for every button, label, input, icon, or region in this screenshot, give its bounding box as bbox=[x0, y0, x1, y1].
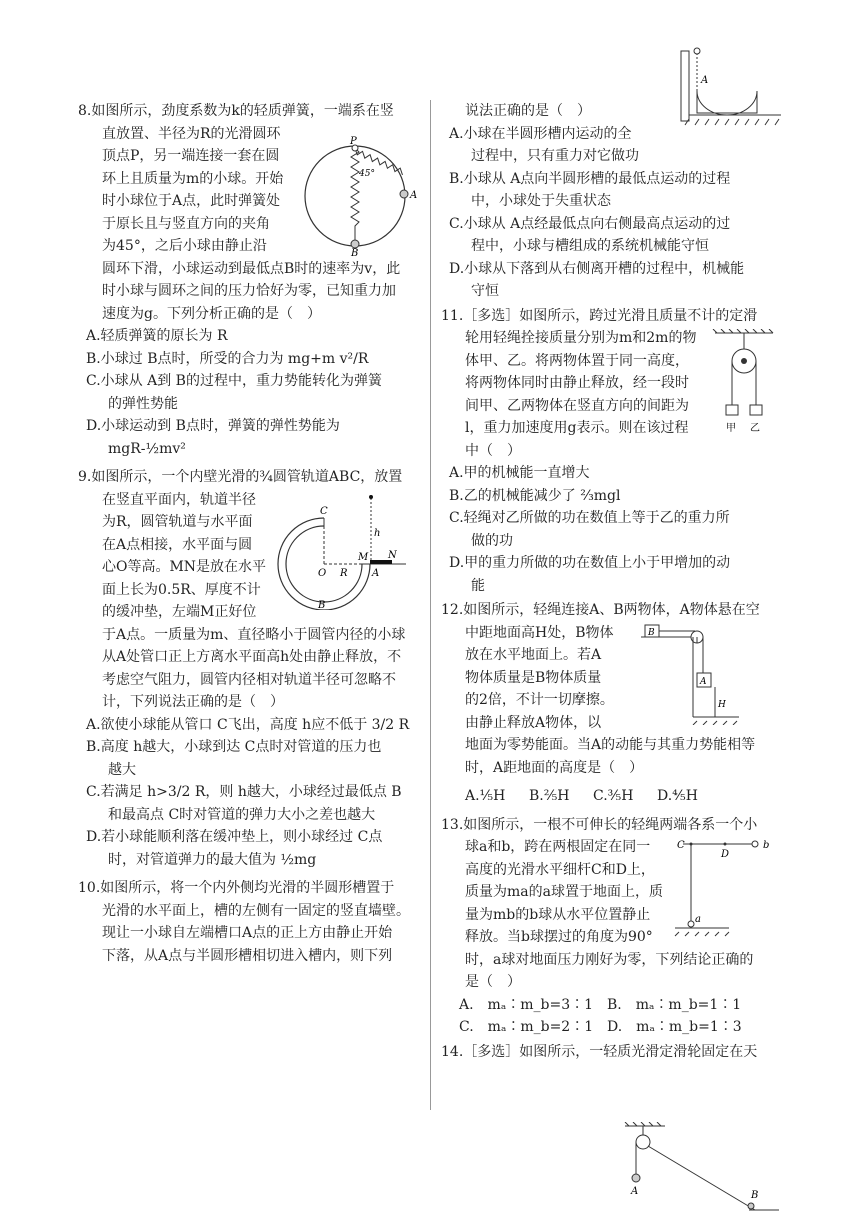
q14-label-b: B bbox=[751, 1190, 759, 1201]
q9-label-o: O bbox=[318, 568, 327, 579]
q13-line: 高度的光滑水平细杆C和D上， bbox=[465, 861, 655, 878]
q10-line: 下落，从A点与半圆形槽相切进入槽内，则下列 bbox=[102, 947, 393, 964]
q10-line: 说法正确的是（ ） bbox=[465, 103, 591, 119]
q10-option-c-cont: 程中，小球与槽组成的系统机械能守恒 bbox=[471, 238, 709, 254]
q9-tube-track-figure bbox=[276, 492, 416, 610]
q9-line: 9.如图所示，一个内壁光滑的¾圆管轨道ABC，放置 bbox=[78, 469, 403, 485]
q12-line: 放在水平地面上。若A bbox=[465, 647, 602, 663]
q10-label-a: A bbox=[701, 75, 709, 86]
question-14 bbox=[441, 1041, 786, 1064]
q10-option-a: A.小球在半圆形槽内运动的全 bbox=[449, 125, 632, 142]
q8-line: 直放置、半径为R的光滑圆环 bbox=[102, 125, 281, 142]
q13-option-d: D. mₐ∶m_b=1∶3 bbox=[607, 1019, 742, 1035]
q11-option-a: A.甲的机械能一直增大 bbox=[449, 465, 590, 481]
q8-option-d: D.小球运动到 B点时，弹簧的弹性势能为 bbox=[86, 418, 340, 434]
q13-line: 时，a球对地面压力刚好为零，下列结论正确的 bbox=[465, 951, 754, 968]
q9-label-m: M bbox=[358, 552, 369, 563]
q12-label-a: A bbox=[700, 677, 707, 687]
q8-line: 时小球位于A点，此时弹簧处 bbox=[102, 193, 281, 209]
q12-line: 的2倍，不计一切摩擦。 bbox=[465, 692, 614, 708]
q11-line: 中（ ） bbox=[465, 442, 521, 459]
q8-line: 于原长且与竖直方向的夹角 bbox=[102, 215, 270, 232]
q13-options-row1 bbox=[441, 994, 786, 1017]
q11-line: 将两物体同时由静止释放，经一段时 bbox=[465, 375, 689, 391]
q9-option-c-cont: 和最高点 C时对管道的弹力大小之差也越大 bbox=[108, 806, 376, 823]
q10-line: 现让一小球自左端槽口A点的正上方由静止开始 bbox=[102, 925, 393, 941]
q10-line: 光滑的水平面上，槽的左侧有一固定的竖直墙壁。 bbox=[102, 902, 410, 919]
q9-line: 于A点。一质量为m、直径略小于圆管内径的小球 bbox=[102, 626, 406, 643]
q11-option-c-cont: 做的功 bbox=[471, 532, 513, 549]
q11-option-d: D.甲的重力所做的功在数值上小于甲增加的动 bbox=[449, 555, 731, 571]
q9-option-d: D.若小球能顺利落在缓冲垫上，则小球经过 C点 bbox=[86, 829, 383, 845]
q9-option-b: B.高度 h越大，小球到达 C点时对管道的压力也 bbox=[86, 739, 382, 755]
q11-label-jia: 甲 bbox=[726, 422, 736, 434]
q12-option-a: A.⅕H bbox=[465, 788, 506, 804]
question-8 bbox=[78, 100, 423, 460]
q12-option-c: C.⅗H bbox=[593, 788, 634, 804]
q8-label-p: P bbox=[350, 136, 357, 147]
q9-option-c: C.若满足 h>3/2 R，则 h越大，小球经过最低点 B bbox=[86, 784, 402, 800]
q9-line: 心O等高。MN是放在水平 bbox=[102, 559, 267, 575]
q13-line: 是（ ） bbox=[465, 974, 521, 990]
q8-ring-spring-figure bbox=[303, 136, 423, 256]
q8-option-a: A.轻质弹簧的原长为 R bbox=[86, 328, 228, 344]
q12-label-b: B bbox=[648, 628, 655, 638]
q11-line: 间甲、乙两物体在竖直方向的间距为 bbox=[465, 397, 689, 414]
q9-option-b-cont: 越大 bbox=[108, 761, 136, 778]
q13-options-row2 bbox=[441, 1016, 786, 1039]
q9-label-a: A bbox=[372, 568, 380, 579]
q9-line: 计，下列说法正确的是（ ） bbox=[102, 694, 284, 710]
q9-line: 从A处管口正上方离水平面高h处由静止释放，不 bbox=[102, 649, 402, 665]
q9-option-d-cont: 时，对管道弹力的最大值为 ½mg bbox=[108, 851, 317, 868]
q11-line: 轮用轻绳拴接质量分别为m和2m的物 bbox=[465, 330, 697, 346]
q13-option-c: C. mₐ∶m_b=2∶1 bbox=[459, 1019, 594, 1035]
q9-label-b: B bbox=[318, 600, 326, 610]
q10-option-d: D.小球从下落到从右侧离开槽的过程中，机械能 bbox=[449, 260, 745, 277]
q11-line: 11.［多选］如图所示，跨过光滑且质量不计的定滑 bbox=[441, 307, 758, 324]
q13-option-a: A. mₐ∶m_b=3∶1 bbox=[459, 996, 594, 1013]
q11-option-d-cont: 能 bbox=[471, 577, 485, 594]
q9-line: 面上长为0.5R、厚度不计 bbox=[102, 581, 261, 598]
q13-line: 球a和b，跨在两根固定在同一 bbox=[465, 839, 651, 855]
q10-line: 10.如图所示，将一个内外侧均光滑的半圆形槽置于 bbox=[78, 880, 395, 896]
q10-option-a-cont: 过程中，只有重力对它做功 bbox=[471, 148, 639, 164]
q8-line: 为45°，之后小球由静止沿 bbox=[102, 238, 267, 254]
q13-line: 释放。当b球摆过的角度为90° bbox=[465, 929, 653, 945]
q11-label-yi: 乙 bbox=[750, 422, 760, 434]
q11-option-b: B.乙的机械能减少了 ⅔mgl bbox=[449, 487, 621, 504]
q12-option-b: B.⅖H bbox=[529, 788, 570, 804]
q12-label-h: H bbox=[718, 700, 726, 710]
q8-label-a: A bbox=[410, 190, 418, 201]
left-column bbox=[78, 100, 423, 969]
q12-line: 12.如图所示，轻绳连接A、B两物体，A物体悬在空 bbox=[441, 602, 760, 618]
column-divider bbox=[430, 100, 431, 1110]
q12-line: 地面为零势能面。当A的动能与其重力势能相等 bbox=[465, 737, 756, 753]
q9-line: 为R，圆管轨道与水平面 bbox=[102, 514, 253, 530]
q11-pulley-figure bbox=[709, 329, 779, 441]
q10-option-b-cont: 中，小球处于失重状态 bbox=[471, 193, 611, 209]
q9-label-r: R bbox=[340, 568, 348, 579]
question-10 bbox=[78, 877, 423, 967]
q8-line: 8.如图所示，劲度系数为k的轻质弹簧，一端系在竖 bbox=[78, 103, 394, 119]
q8-label-b: B bbox=[351, 248, 359, 256]
q12-line: 由静止释放A物体，以 bbox=[465, 714, 602, 731]
q12-line: 物体质量是B物体质量 bbox=[465, 669, 602, 686]
q9-line: 在竖直平面内，轨道半径 bbox=[102, 491, 256, 508]
q12-option-d: D.⅘H bbox=[657, 788, 698, 804]
question-12 bbox=[441, 599, 786, 808]
q12-options bbox=[441, 785, 786, 808]
q8-label-angle: 45° bbox=[359, 169, 375, 179]
q14-incline-figure bbox=[621, 1122, 781, 1214]
q8-option-b: B.小球过 B点时，所受的合力为 mg+m v²/R bbox=[86, 350, 369, 367]
q13-line: 13.如图所示，一根不可伸长的轻绳两端各系一个小 bbox=[441, 816, 758, 833]
q13-line: 量为mb的b球从水平位置静止 bbox=[465, 906, 651, 923]
q13-option-b: B. mₐ∶m_b=1∶1 bbox=[607, 996, 742, 1013]
q8-option-c: C.小球从 A到 B的过程中，重力势能转化为弹簧 bbox=[86, 373, 382, 389]
q8-option-c-cont: 的弹性势能 bbox=[108, 395, 178, 412]
q8-line: 环上且质量为m的小球。开始 bbox=[102, 170, 284, 187]
q11-option-c: C.轻绳对乙所做的功在数值上等于乙的重力所 bbox=[449, 510, 730, 526]
q10-option-b: B.小球从 A点向半圆形槽的最低点运动的过程 bbox=[449, 170, 731, 187]
question-9 bbox=[78, 466, 423, 871]
q12-line: 中距地面高H处，B物体 bbox=[465, 624, 614, 641]
q10-option-c: C.小球从 A点经最低点向右侧最高点运动的过 bbox=[449, 215, 731, 232]
q9-label-n: N bbox=[388, 550, 397, 561]
q8-line: 速度为g。下列分析正确的是（ ） bbox=[102, 305, 321, 322]
q13-label-a: a bbox=[695, 913, 701, 925]
q14-line: 14.［多选］如图所示，一轻质光滑定滑轮固定在天 bbox=[441, 1043, 758, 1060]
question-10-cont bbox=[441, 100, 786, 303]
q11-line: l，重力加速度用g表示。则在该过程 bbox=[465, 420, 689, 436]
q9-label-c: C bbox=[320, 506, 328, 517]
q13-label-d: D bbox=[721, 848, 730, 860]
q11-line: 体甲、乙。将两物体置于同一高度， bbox=[465, 352, 689, 369]
q9-line: 在A点相接，水平面与圆 bbox=[102, 536, 253, 553]
q13-label-b: b bbox=[763, 839, 770, 851]
q9-line: 的缓冲垫，左端M正好位 bbox=[102, 604, 257, 620]
q8-option-d-cont: mgR-½mv² bbox=[108, 440, 186, 457]
q8-line: 圆环下滑，小球运动到最低点B时的速率为v，此 bbox=[102, 260, 401, 277]
question-13 bbox=[441, 814, 786, 1039]
q13-line: 质量为ma的a球置于地面上，质 bbox=[465, 884, 663, 900]
q8-line: 顶点P，另一端连接一套在圆 bbox=[102, 148, 280, 164]
question-11 bbox=[441, 305, 786, 598]
q13-rods-figure bbox=[669, 838, 785, 942]
q14-label-a: A bbox=[631, 1186, 639, 1197]
q13-label-c: C bbox=[677, 839, 685, 851]
right-column bbox=[441, 75, 786, 1201]
q8-line: 时小球与圆环之间的压力恰好为零，已知重力加 bbox=[102, 283, 396, 299]
q10-option-d-cont: 守恒 bbox=[471, 283, 499, 299]
q12-table-pulley-figure bbox=[637, 621, 741, 725]
q9-label-h: h bbox=[374, 528, 381, 539]
q9-line: 考虑空气阻力，圆管内径相对轨道半径可忽略不 bbox=[102, 671, 396, 688]
q12-line: 时，A距地面的高度是（ ） bbox=[465, 759, 644, 776]
q9-option-a: A.欲使小球能从管口 C飞出，高度 h应不低于 3/2 R bbox=[86, 716, 410, 733]
